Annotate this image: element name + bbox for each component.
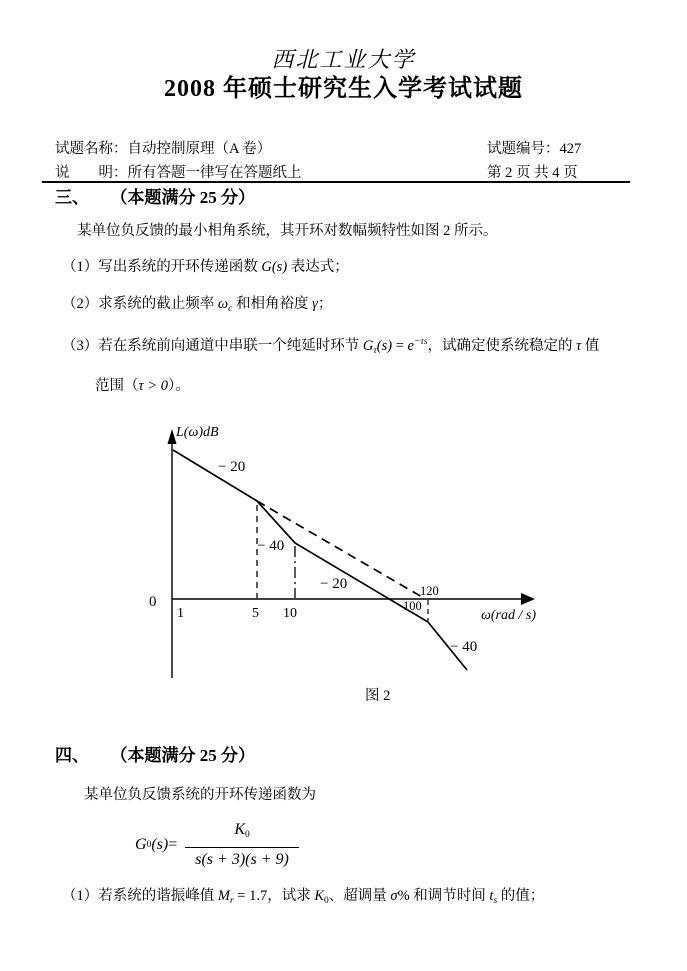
q3b-text-end: ）。 [167,378,190,394]
formula-G: G [135,836,147,853]
note-line [55,163,302,183]
q3-G-sub: τ [373,346,377,356]
q3-e: e [407,338,414,354]
slope-label-20-second: − 20 [320,576,348,592]
tick-1: 1 [177,606,184,621]
s4q1-text-mid3: 和调节时间 [409,888,490,904]
subject-line [55,139,271,159]
section3-number: 三、 [55,188,89,207]
section3-question-1 [62,257,349,277]
code-line [487,139,581,159]
s4q1-percent: % [397,888,410,904]
section3-intro: 某单位负反馈的最小相角系统，其开环对数幅频特性如图 2 所示。 [77,223,498,239]
open-loop-transfer-function [135,820,299,870]
section3-question-3-cont [95,376,190,396]
q3-text-mid: ，试确定使系统稳定的 [427,338,577,354]
code-label: 试题编号： [487,141,560,157]
section4-number: 四、 [55,746,89,765]
bode-solid-curve [173,450,467,670]
q2-gamma: γ [312,296,318,312]
page-indicator: 第 2 页 共 4 页 [487,165,578,181]
tick-10: 10 [283,606,297,621]
tick-5: 5 [252,606,259,621]
tick-120: 120 [420,584,439,598]
formula-fraction [185,820,299,870]
q3b-condition: τ > 0 [138,378,168,394]
q3-G: G [362,338,374,354]
section4-heading [55,746,255,766]
q3-args: (s) [376,338,393,354]
bode-plot-figure [130,418,540,683]
q3-equals: = [392,338,408,354]
q2-text-end: ； [317,296,333,312]
s4q1-text: （1）若系统的谐振峰值 [62,888,218,904]
slope-label-40-first: − 40 [257,538,285,554]
x-axis-label: ω(rad / s) [481,608,536,623]
formula-K-sub: 0 [244,830,250,840]
x-axis-arrow-icon [521,593,535,605]
s4q1-text-mid: ，试求 [267,888,315,904]
s4q1-value: = 1.7 [233,888,268,904]
q2-omega-sub: c [228,304,233,314]
q3-text-end: 值 [581,338,600,354]
tick-100: 100 [403,599,422,613]
s4q1-K: K [314,888,325,904]
fraction-numerator [224,820,259,847]
section3-heading [55,188,255,208]
q3b-text: 范围（ [95,378,139,394]
q1-text-end: 表达式； [287,259,349,275]
q3-text: （3）若在系统前向通道中串联一个纯延时环节 [62,338,363,354]
note-label: 说 明： [55,165,128,181]
university-name: 西北工业大学 [271,47,416,72]
subject-value: 自动控制原理（A 卷） [127,141,272,157]
section4-score: （本题满分 25 分） [119,746,255,765]
section3-question-3 [62,332,599,361]
s4q1-text-mid2: 、超调量 [328,888,391,904]
exam-title: 2008 年硕士研究生入学考试试题 [164,76,523,102]
s4q1-t: t [489,888,494,904]
slope-label-40-second: − 40 [450,639,478,655]
s4q1-text-end: 的值； [497,888,545,904]
formula-equals: = [168,836,178,853]
q3-exponent: −τs [413,337,428,347]
formula-args: (s) [151,836,169,853]
y-axis-label: L(ω)dB [176,425,219,440]
section4-intro: 某单位负反馈系统的开环传递函数为 [84,787,316,803]
q2-omega: ω [217,296,229,312]
slope-label-20-first: − 20 [218,459,246,475]
s4q1-M: M [217,888,230,904]
section3-score: （本题满分 25 分） [119,188,255,207]
figure-caption: 图 2 [365,688,391,704]
s4q1-t-sub: s [493,896,498,906]
q3-tau: τ [576,338,582,354]
q2-text: （2）求系统的截止频率 [62,296,218,312]
code-value: 427 [559,141,582,157]
subject-label: 试题名称： [55,141,128,157]
formula-G-sub: 0 [146,840,152,850]
s4q1-sigma: σ [390,888,398,904]
header-divider [42,181,630,183]
s4q1-K-sub: 0 [324,896,329,906]
q1-transfer-function: G(s) [261,259,288,275]
s4q1-M-sub: r [229,896,234,906]
section3-question-2 [62,294,332,319]
formula-K: K [234,821,245,838]
section4-question-1 [62,886,544,911]
q1-text: （1）写出系统的开环传递函数 [62,259,262,275]
fraction-denominator: s(s + 3)(s + 9) [185,847,299,870]
note-value: 所有答题一律写在答题纸上 [127,165,302,181]
origin-label: 0 [149,594,157,610]
q2-text-mid: 和相角裕度 [232,296,313,312]
